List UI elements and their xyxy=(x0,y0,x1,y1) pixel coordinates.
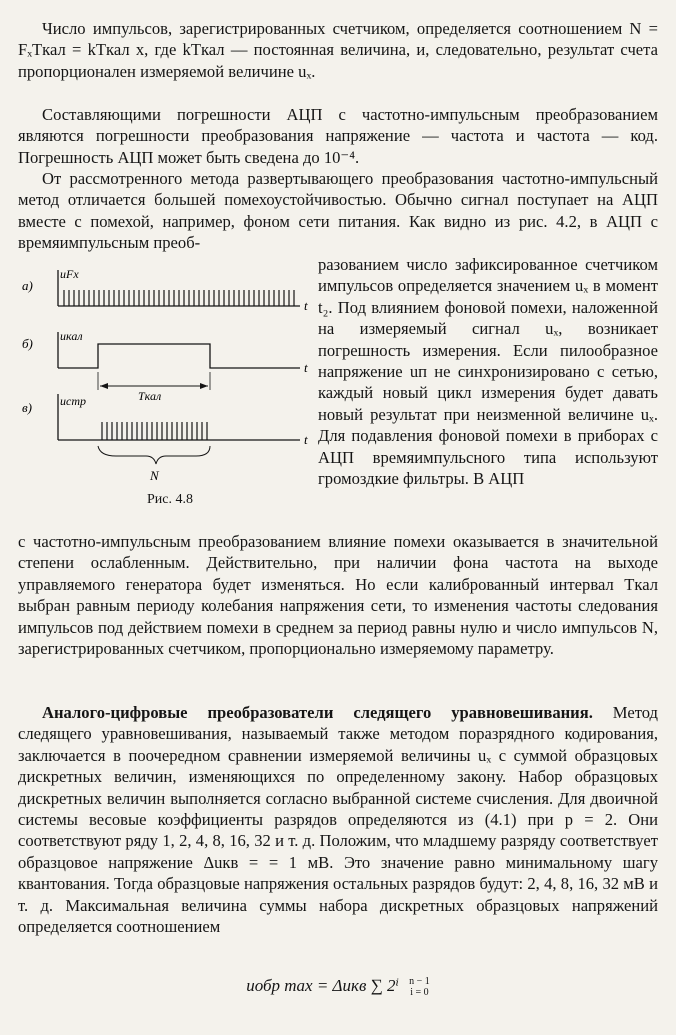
formula-limits xyxy=(409,976,430,998)
axis-label-t-b: t xyxy=(304,360,308,375)
paragraph-time-pulse: разованием число зафиксированное счетчиком импульсов определяется значением uₓ в момент t₂. Под влиянием фоновой помехи, наложенной на измеряемый сигнал uₓ, возникает погрешность измерения. Если пилообразное напряжение uп не синхронизировано с сетью, каждый новый цикл измерения будет давать новый результат при неизменной величине uₓ. Для подавления фоновой помехи в приборах с АЦП времяимпульсного типа используют громоздкие фильтры. В АЦП xyxy=(318,255,658,489)
timing-diagram-svg xyxy=(20,260,320,520)
axis-label-t-a: t xyxy=(304,298,308,313)
paragraph-adc-error: Составляющими погрешности АЦП с частотно-импульсным преобразованием являются погрешности преобразования напряжение — частота и частота — код. Погрешность АЦП может быть сведена до 10⁻⁴. xyxy=(18,105,658,167)
paragraph-pulse-count: Число импульсов, зарегистрированных счетчиком, определяется соотношением N = FₓTкал = kTкал x, где kTкал — постоянная величина, и, следовательно, результат счета пропорционален измеряемой величине uₓ. xyxy=(18,19,658,81)
section-heading: Аналого-цифровые преобразователи следящего уравновешивания. xyxy=(42,703,593,722)
pulse-train-c xyxy=(102,422,207,440)
panel-label-c: в) xyxy=(22,400,32,415)
figure-caption: Рис. 4.8 xyxy=(147,492,193,507)
formula-upper-limit: n − 1 xyxy=(409,976,430,988)
paragraph-frequency-pulse: с частотно-импульсным преобразованием влияние помехи оказывается в значительной степени ослабленным. Действительно, при наличии фона частота на выходе управляемого генератора будет изменяться. Но если калиброванный интервал Tкал выбран равным периоду колебания напряжения сети, то изменения частоты следования импульсов под действием помехи в среднем за период равны нулю и число импульсов N, зарегистрированных счетчиком, пропорционально измеряемому параметру. xyxy=(18,532,658,659)
count-label: N xyxy=(150,468,159,483)
signal-label-ufx: uFx xyxy=(60,267,79,281)
signal-label-ustr: uстр xyxy=(60,394,86,408)
panel-label-a: а) xyxy=(22,278,33,293)
paragraph-noise-immunity: От рассмотренного метода развертывающего преобразования частотно-импульсный метод отличается большей помехоустойчивостью. Обычно сигнал поступает на АЦП вместе с помехой, например, фоном сети питания. Как видно из рис. 4.2, в АЦП с времяимпульсным преоб- xyxy=(18,169,658,253)
figure-timing-diagram xyxy=(20,260,320,520)
paragraph-tracking-balance xyxy=(18,702,658,937)
formula-max-voltage xyxy=(0,976,676,998)
formula-text: uобр max = Δuкв ∑ 2ⁱ xyxy=(246,976,399,995)
signal-label-ukal: uкал xyxy=(60,329,83,343)
section-body: Метод следящего уравновешивания, называемый также методом поразрядного кодирования, заключается в поочередном сравнении измеряемой величины uₓ с суммой образцовых дискретных величин, изменяющихся по определенному закону. Набор образцовых дискретных величин выполняется согласно выбранной системе счисления. Для двоичной системы весовые коэффициенты разрядов определяются из (4.1) при p = 2. Они соответствуют ряду 1, 2, 4, 8, 16, 32 и т. д. Положим, что младшему разряду соответствует образцовое напряжение Δuкв = = 1 мВ. Это значение равно минимальному шагу квантования. Тогда образцовые напряжения остальных разрядов будут: 2, 4, 8, 16, 32 мВ и т. д. Максимальная величина суммы набора дискретных образцовых напряжений определяется соотношением xyxy=(18,703,658,937)
formula-lower-limit: i = 0 xyxy=(410,987,429,999)
pulse-train-a xyxy=(64,290,294,306)
panel-label-b: б) xyxy=(22,336,33,351)
axis-label-t-c: t xyxy=(304,432,308,447)
interval-label: Tкал xyxy=(138,389,162,403)
